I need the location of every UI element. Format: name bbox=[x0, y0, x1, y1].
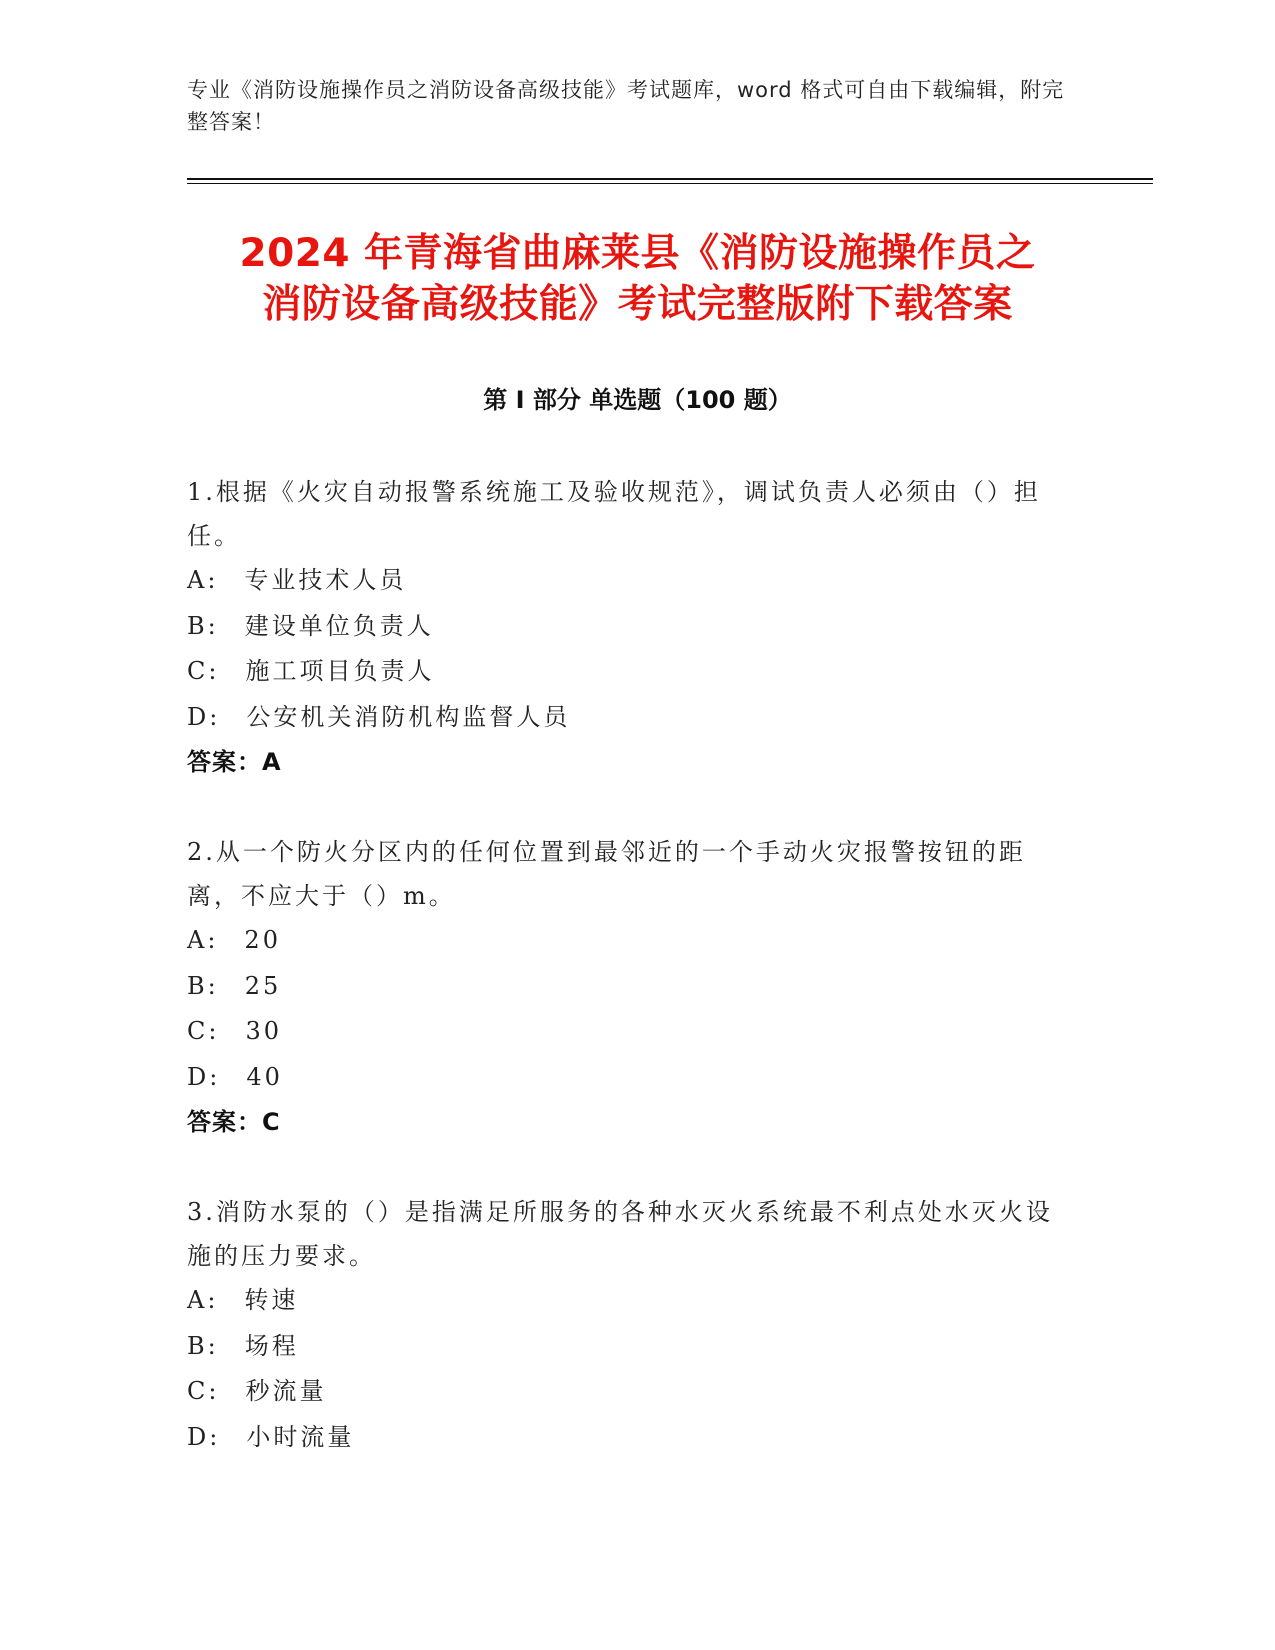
option-key: A: bbox=[187, 566, 219, 594]
option-key: D: bbox=[187, 1062, 221, 1091]
option-key: C: bbox=[187, 1377, 220, 1405]
question-stem: 1.根据《火灾自动报警系统施工及验收规范》，调试负责人必须由（）担任。 bbox=[187, 478, 1041, 550]
option-a bbox=[187, 558, 1067, 604]
option-key: D: bbox=[187, 702, 221, 731]
option-d bbox=[187, 695, 1067, 741]
option-list bbox=[187, 1278, 1067, 1460]
question-stem: 3.消防水泵的（）是指满足所服务的各种水灭火系统最不利点处水灭火设施的压力要求。 bbox=[187, 1198, 1053, 1270]
option-d bbox=[187, 1415, 1067, 1461]
document-title-line-2: 消防设备高级技能》考试完整版附下载答案 bbox=[262, 282, 1013, 327]
document-title bbox=[150, 228, 1125, 330]
option-text: 施工项目负责人 bbox=[245, 657, 435, 685]
question-2 bbox=[187, 830, 1067, 1146]
option-c bbox=[187, 1369, 1067, 1415]
option-text: 30 bbox=[245, 1017, 282, 1045]
option-text: 25 bbox=[244, 971, 282, 1000]
option-key: A: bbox=[187, 926, 219, 954]
section-title: 第 I 部分 单选题（100 题） bbox=[483, 386, 792, 414]
option-text: 转速 bbox=[244, 1286, 299, 1314]
question-stem: 2.从一个防火分区内的任何位置到最邻近的一个手动火灾报警按钮的距离，不应大于（）m。 bbox=[187, 838, 1026, 910]
option-text: 40 bbox=[246, 1062, 283, 1091]
option-d bbox=[187, 1055, 1067, 1101]
option-text: 建设单位负责人 bbox=[244, 611, 434, 640]
header-rule-thin bbox=[187, 183, 1153, 184]
option-text: 专业技术人员 bbox=[244, 566, 407, 594]
option-b bbox=[187, 964, 1067, 1010]
option-c bbox=[187, 1009, 1067, 1055]
option-key: C: bbox=[187, 657, 220, 685]
option-text: 公安机关消防机构监督人员 bbox=[246, 702, 571, 731]
option-key: B: bbox=[187, 1331, 219, 1360]
option-b bbox=[187, 1324, 1067, 1370]
answer-label: 答案：C bbox=[187, 1108, 281, 1136]
option-b bbox=[187, 604, 1067, 650]
option-a bbox=[187, 1278, 1067, 1324]
header-note: 专业《消防设施操作员之消防设备高级技能》考试题库，word 格式可自由下载编辑，附完整答案！ bbox=[187, 78, 1065, 134]
option-key: C: bbox=[187, 1017, 220, 1045]
question-3 bbox=[187, 1190, 1067, 1460]
option-text: 场程 bbox=[244, 1331, 299, 1360]
option-list bbox=[187, 558, 1067, 740]
option-text: 小时流量 bbox=[246, 1422, 355, 1451]
option-key: B: bbox=[187, 611, 219, 640]
option-key: A: bbox=[187, 1286, 219, 1314]
option-c bbox=[187, 649, 1067, 695]
option-text: 秒流量 bbox=[245, 1377, 327, 1405]
option-a bbox=[187, 918, 1067, 964]
document-title-line-1: 2024 年青海省曲麻莱县《消防设施操作员之 bbox=[239, 231, 1036, 276]
header-rule-thick bbox=[187, 178, 1153, 180]
option-key: B: bbox=[187, 971, 219, 1000]
question-1 bbox=[187, 470, 1067, 786]
option-key: D: bbox=[187, 1422, 221, 1451]
option-text: 20 bbox=[244, 926, 281, 954]
answer-label: 答案：A bbox=[187, 748, 282, 776]
option-list bbox=[187, 918, 1067, 1100]
